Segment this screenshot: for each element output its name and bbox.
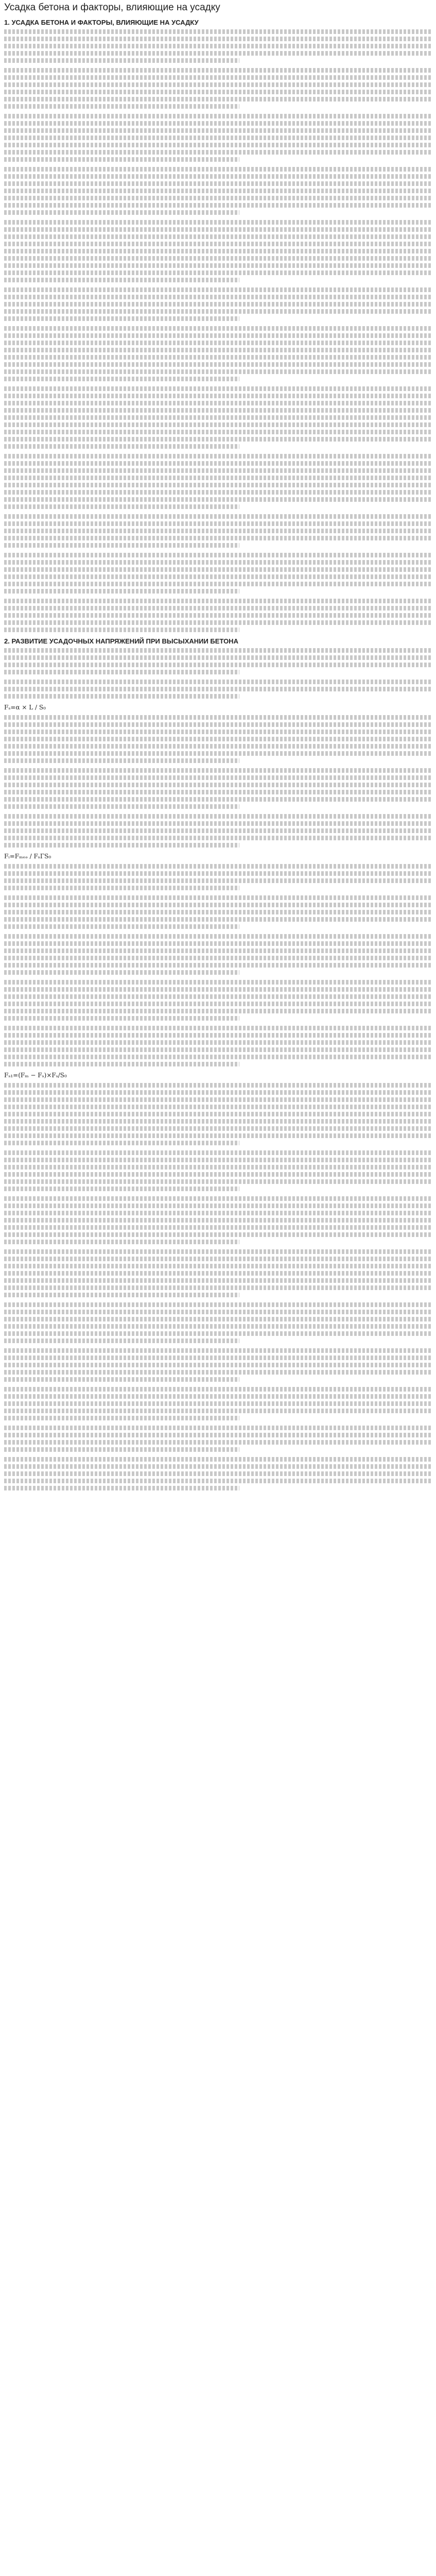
text-line <box>4 797 432 802</box>
text-line <box>4 135 432 140</box>
text-line <box>4 82 432 87</box>
text-line <box>4 1172 432 1177</box>
paragraph <box>4 114 432 162</box>
text-line <box>4 1264 432 1268</box>
text-line <box>4 256 432 261</box>
paragraph <box>4 29 432 63</box>
paragraph <box>4 454 432 509</box>
text-line <box>4 415 432 420</box>
text-line <box>4 1040 432 1045</box>
text-line <box>4 1257 432 1261</box>
text-line <box>4 341 432 345</box>
text-line <box>4 1083 432 1088</box>
paragraph <box>4 1196 432 1244</box>
text-line <box>4 242 432 246</box>
text-line <box>4 75 432 80</box>
text-line <box>4 29 432 34</box>
text-line <box>4 437 432 442</box>
text-line <box>4 97 432 101</box>
text-line <box>4 722 432 727</box>
text-line <box>4 369 432 374</box>
text-line <box>4 227 432 232</box>
text-line <box>4 104 239 109</box>
text-line <box>4 1097 432 1102</box>
text-line <box>4 1486 239 1490</box>
text-line <box>4 430 432 434</box>
text-line <box>4 309 432 314</box>
text-line <box>4 1047 432 1052</box>
text-line <box>4 504 239 509</box>
text-line <box>4 497 432 502</box>
text-line <box>4 980 432 985</box>
text-line <box>4 1009 432 1013</box>
paragraph <box>4 1348 432 1382</box>
text-line <box>4 970 239 975</box>
text-line <box>4 553 432 557</box>
text-line <box>4 1232 432 1237</box>
text-line <box>4 521 432 526</box>
text-line <box>4 483 432 487</box>
text-line <box>4 1409 432 1413</box>
text-line <box>4 514 432 519</box>
text-line <box>4 181 432 186</box>
text-line <box>4 1240 239 1244</box>
text-line <box>4 1016 239 1021</box>
paragraph <box>4 1249 432 1297</box>
text-line <box>4 326 432 331</box>
text-line <box>4 249 432 253</box>
text-line <box>4 536 432 540</box>
text-line <box>4 234 432 239</box>
text-line <box>4 687 432 691</box>
text-line <box>4 167 432 172</box>
text-line <box>4 790 432 794</box>
paragraph <box>4 1457 432 1490</box>
text-line <box>4 362 432 367</box>
text-line <box>4 461 432 466</box>
paragraph <box>4 895 432 929</box>
text-line <box>4 1285 432 1290</box>
paragraph <box>4 326 432 381</box>
text-line <box>4 814 432 819</box>
text-line <box>4 956 432 960</box>
text-line <box>4 715 432 720</box>
text-line <box>4 1105 432 1109</box>
text-line <box>4 295 432 299</box>
text-line <box>4 560 432 565</box>
text-line <box>4 278 239 282</box>
text-line <box>4 394 432 398</box>
text-line <box>4 529 432 533</box>
text-line <box>4 1133 432 1138</box>
text-line <box>4 1150 432 1155</box>
text-line <box>4 150 432 155</box>
text-line <box>4 468 432 473</box>
text-line <box>4 783 432 787</box>
paragraph <box>4 386 432 449</box>
formula: Fᵢ=Fₘₑₔ / FₛΓS₀ <box>4 853 51 860</box>
text-line <box>4 157 239 162</box>
text-line <box>4 1479 432 1483</box>
paragraph <box>4 768 432 809</box>
text-line <box>4 864 432 869</box>
formula: Fₛ=α × L / S₀ <box>4 704 46 711</box>
text-line <box>4 174 432 179</box>
text-line <box>4 196 432 200</box>
paragraph <box>4 680 432 699</box>
text-line <box>4 287 432 292</box>
text-line <box>4 386 432 391</box>
text-line <box>4 606 432 611</box>
text-line <box>4 1033 432 1038</box>
text-line <box>4 903 432 907</box>
text-line <box>4 744 432 749</box>
paragraph <box>4 1387 432 1420</box>
text-line <box>4 1179 432 1184</box>
text-line <box>4 994 432 999</box>
text-line <box>4 203 432 208</box>
text-line <box>4 1331 432 1336</box>
text-line <box>4 490 432 495</box>
text-line <box>4 1249 432 1254</box>
text-line <box>4 1158 432 1162</box>
text-line <box>4 1119 432 1124</box>
text-line <box>4 377 239 381</box>
text-line <box>4 444 239 449</box>
text-line <box>4 189 432 193</box>
text-line <box>4 648 432 653</box>
formula: Fₛ₁=(Fₘ − Fₛ)×Fₛ/S₀ <box>4 1072 67 1079</box>
text-line <box>4 886 239 890</box>
text-line <box>4 348 432 352</box>
text-line <box>4 821 432 826</box>
text-line <box>4 917 432 922</box>
paragraph <box>4 287 432 321</box>
text-line <box>4 628 239 632</box>
text-line <box>4 1370 432 1375</box>
text-line <box>4 355 432 360</box>
text-line <box>4 1310 432 1314</box>
text-line <box>4 302 432 307</box>
paragraph <box>4 980 432 1021</box>
text-line <box>4 1377 239 1382</box>
text-line <box>4 1416 239 1420</box>
text-line <box>4 910 432 914</box>
text-line <box>4 1426 432 1430</box>
text-line <box>4 454 432 459</box>
text-line <box>4 737 432 741</box>
text-line <box>4 114 432 118</box>
text-line <box>4 768 432 773</box>
text-line <box>4 1363 432 1367</box>
text-line <box>4 263 432 268</box>
text-line <box>4 37 432 41</box>
text-line <box>4 941 432 946</box>
text-line <box>4 1271 432 1276</box>
paragraph <box>4 648 432 674</box>
text-line <box>4 143 432 147</box>
paragraph <box>4 220 432 282</box>
text-line <box>4 1348 432 1353</box>
text-line <box>4 655 432 660</box>
text-line <box>4 1317 432 1321</box>
text-line <box>4 1112 432 1116</box>
text-line <box>4 1471 432 1476</box>
text-line <box>4 924 239 929</box>
paragraph <box>4 715 432 763</box>
text-line <box>4 1457 432 1462</box>
section-heading: 1. УСАДКА БЕТОНА И ФАКТОРЫ, ВЛИЯЮЩИЕ НА УСАДКУ <box>4 19 199 26</box>
text-line <box>4 220 432 225</box>
text-line <box>4 1187 239 1191</box>
text-line <box>4 58 239 63</box>
text-line <box>4 663 432 667</box>
text-line <box>4 1026 432 1030</box>
text-line <box>4 121 432 126</box>
section-heading: 2. РАЗВИТИЕ УСАДОЧНЫХ НАПРЯЖЕНИЙ ПРИ ВЫСЫХАНИИ БЕТОНА <box>4 637 238 645</box>
text-line <box>4 582 432 586</box>
text-line <box>4 1440 432 1445</box>
text-line <box>4 1090 432 1095</box>
text-line <box>4 680 432 684</box>
text-line <box>4 1225 432 1230</box>
paragraph <box>4 599 432 632</box>
text-line <box>4 934 432 939</box>
paragraph <box>4 1083 432 1145</box>
text-line <box>4 878 432 883</box>
text-line <box>4 1401 432 1406</box>
text-line <box>4 567 432 572</box>
text-line <box>4 408 432 413</box>
paragraph <box>4 514 432 548</box>
text-line <box>4 1293 239 1297</box>
text-line <box>4 843 239 848</box>
text-line <box>4 758 239 763</box>
text-line <box>4 836 432 840</box>
text-line <box>4 895 432 900</box>
text-line <box>4 543 239 548</box>
text-line <box>4 333 432 338</box>
text-line <box>4 804 239 809</box>
text-line <box>4 694 239 699</box>
text-line <box>4 1433 432 1437</box>
text-line <box>4 1196 432 1201</box>
paragraph <box>4 1026 432 1066</box>
text-line <box>4 670 239 674</box>
text-line <box>4 574 432 579</box>
text-line <box>4 1204 432 1208</box>
paragraph <box>4 1426 432 1452</box>
text-line <box>4 316 239 321</box>
text-line <box>4 1126 432 1131</box>
text-line <box>4 1165 432 1170</box>
text-line <box>4 1464 432 1469</box>
text-line <box>4 730 432 734</box>
text-line <box>4 828 432 833</box>
text-line <box>4 44 432 48</box>
text-line <box>4 1355 432 1360</box>
paragraph <box>4 864 432 890</box>
paragraph <box>4 167 432 215</box>
text-line <box>4 1387 432 1392</box>
text-line <box>4 613 432 618</box>
text-line <box>4 1278 432 1283</box>
text-line <box>4 210 239 215</box>
paragraph <box>4 814 432 848</box>
article-body <box>4 19 432 1490</box>
paragraph <box>4 1302 432 1343</box>
text-line <box>4 751 432 756</box>
text-line <box>4 128 432 133</box>
text-line <box>4 1324 432 1329</box>
text-line <box>4 1055 432 1059</box>
text-line <box>4 1141 239 1145</box>
text-line <box>4 1447 239 1452</box>
paragraph <box>4 934 432 975</box>
text-line <box>4 1211 432 1215</box>
text-line <box>4 620 432 625</box>
paragraph <box>4 1150 432 1191</box>
text-line <box>4 987 432 992</box>
text-line <box>4 270 432 275</box>
text-line <box>4 51 432 56</box>
text-line <box>4 90 432 94</box>
text-line <box>4 1394 432 1399</box>
text-line <box>4 963 432 968</box>
text-line <box>4 1302 432 1307</box>
text-line <box>4 476 432 480</box>
text-line <box>4 775 432 780</box>
paragraph <box>4 68 432 109</box>
text-line <box>4 68 432 73</box>
page-title: Усадка бетона и факторы, влияющие на усадку <box>4 2 220 13</box>
text-line <box>4 871 432 876</box>
text-line <box>4 1062 239 1066</box>
text-line <box>4 589 239 594</box>
text-line <box>4 1338 239 1343</box>
paragraph <box>4 553 432 594</box>
text-line <box>4 422 432 427</box>
text-line <box>4 599 432 603</box>
text-line <box>4 1218 432 1223</box>
text-line <box>4 1002 432 1006</box>
text-line <box>4 401 432 405</box>
text-line <box>4 948 432 953</box>
